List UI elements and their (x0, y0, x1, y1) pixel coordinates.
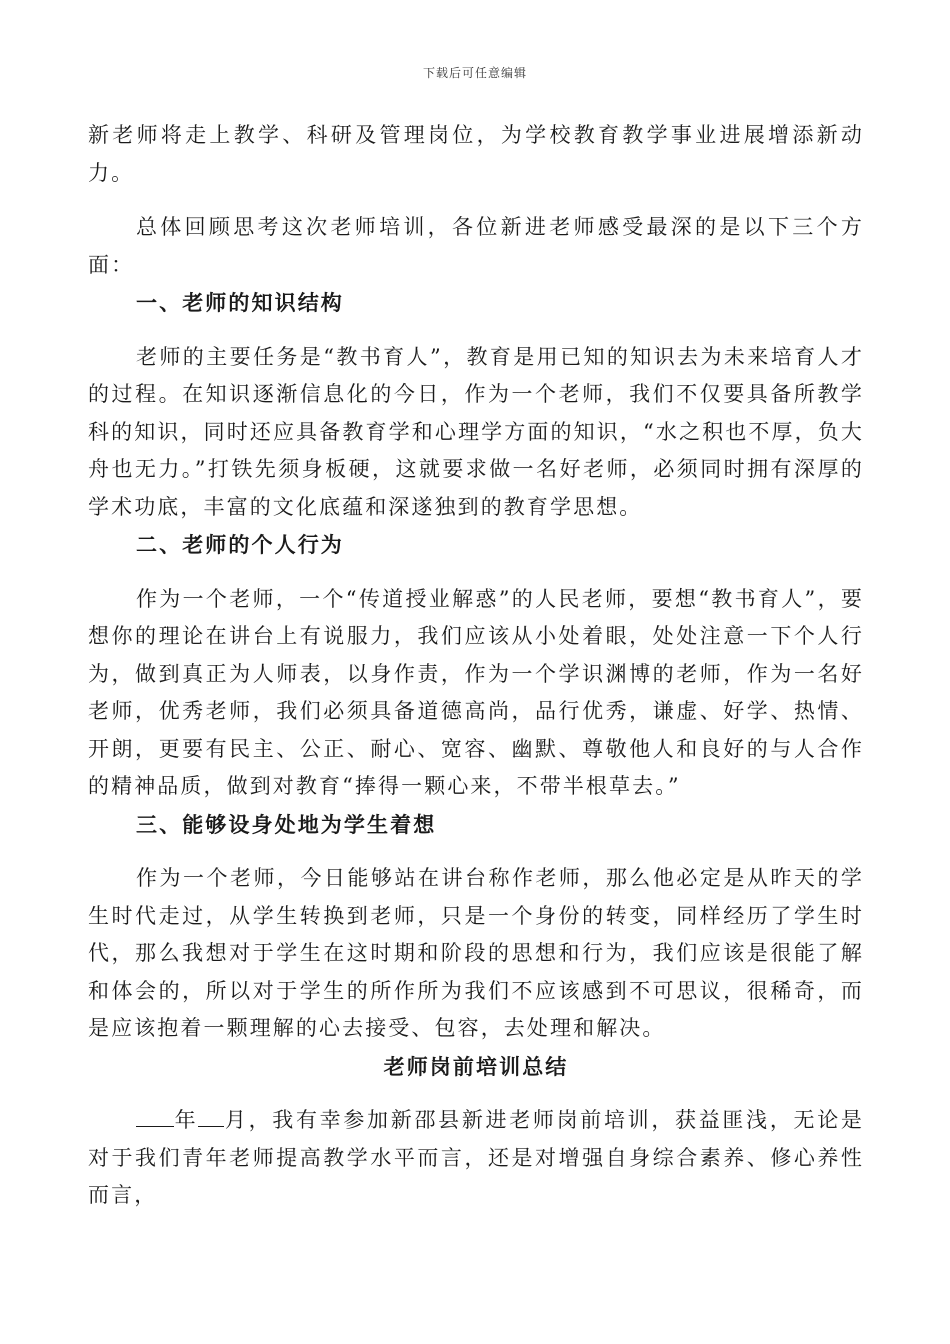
document-title-2: 老师岗前培训总结 (383, 1053, 569, 1079)
document-body (88, 117, 864, 1215)
paragraph-knowledge-structure: 老师的主要任务是“教书育人”，教育是用已知的知识去为未来培育人才的过程。在知识逐渐信息化的今日，作为一个老师，我们不仅要具备所教学科的知识，同时还应具备教育学和心理学方面的知识，“水之积也不厚，负大舟也无力。”打铁先须身板硬，这就要求做一名好老师，必须同时拥有深厚的学术功底，丰富的文化底蕴和深遂独到的教育学思想。 (88, 344, 864, 519)
paragraph-continuation: 新老师将走上教学、科研及管理岗位，为学校教育教学事业进展增添新动力。 (88, 123, 864, 185)
year-label: 年 (174, 1108, 199, 1132)
paragraph-personal-conduct: 作为一个老师，一个“传道授业解惑”的人民老师，要想“教书育人”，要想你的理论在讲台上有说服力，我们应该从小处着眼，处处注意一下个人行为，做到真正为人师表，以身作责，作为一个学识渊博的老师，作为一名好老师，优秀老师，我们必须具备道德高尚，品行优秀，谦虚、好学、热情、开朗，更要有民主、公正、耐心、宽容、幽默、尊敬他人和良好的与人合作的精神品质，做到对教育“捧得一颗心来，不带半根草去。” (88, 586, 864, 798)
blank-month-field (198, 1106, 224, 1127)
training-summary-text: ，我有幸参加新邵县新进老师岗前培训，获益匪浅，无论是对于我们青年老师提高教学水平而言，还是对增强自身综合素养、修心养性而言， (88, 1108, 864, 1207)
paragraph-empathy: 作为一个老师，今日能够站在讲台称作老师，那么他必定是从昨天的学生时代走过，从学生转换到老师，只是一个身份的转变，同样经历了学生时代，那么我想对于学生在这时期和阶段的思想和行为，我们应该是很能了解和体会的，所以对于学生的所作所为我们不应该感到不可思议，很稀奇，而是应该抱着一颗理解的心去接受、包容，去处理和解决。 (88, 866, 864, 1040)
month-label: 月 (224, 1108, 249, 1132)
header-note: 下载后可任意编辑 (422, 66, 527, 80)
paragraph-training-summary (88, 1102, 864, 1215)
section-heading-2: 二、老师的个人行为 (136, 532, 344, 557)
blank-year-field (136, 1106, 174, 1127)
section-heading-1: 一、老师的知识结构 (136, 290, 344, 315)
section-heading-3: 三、能够设身处地为学生着想 (136, 811, 437, 837)
paragraph-summary-intro: 总体回顾思考这次老师培训，各位新进老师感受最深的是以下三个方面： (88, 215, 864, 277)
